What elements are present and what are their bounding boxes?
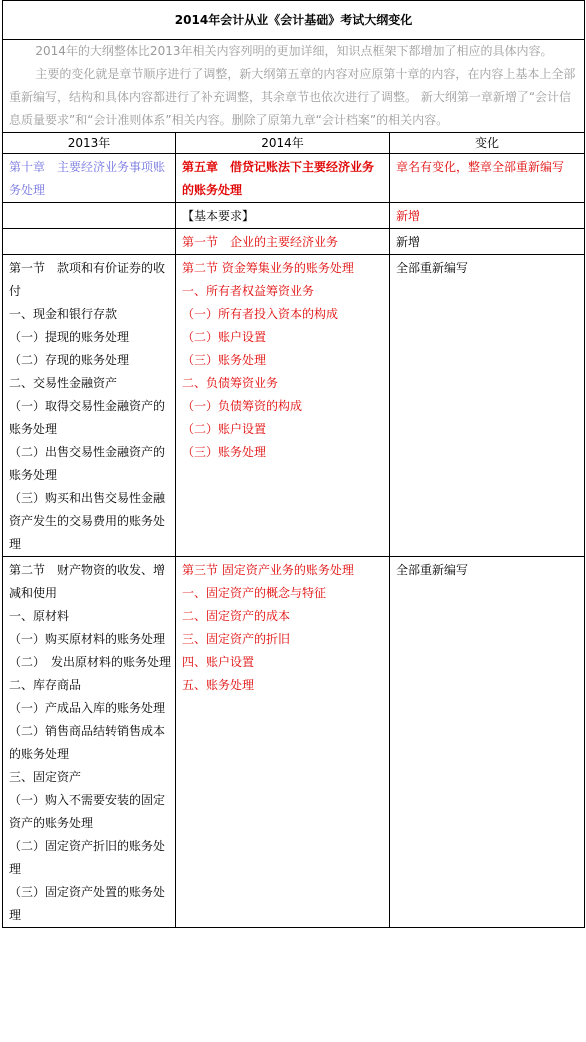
row-a-new-line: 第二节 资金筹集业务的账务处理	[182, 261, 354, 275]
row-a-new-line: （三）账务处理	[182, 445, 267, 459]
row-a-old	[3, 255, 176, 557]
row-b-old-line: （一）产成品入库的账务处理	[9, 701, 166, 715]
row-b-change: 全部重新编写	[390, 557, 585, 928]
section1-new: 第一节 企业的主要经济业务	[176, 229, 390, 255]
row-b-new-line: 三、固定资产的折旧	[182, 632, 291, 646]
row-b-new-line: 五、账务处理	[182, 678, 255, 692]
row-a-new-line: （一）所有者投入资本的构成	[182, 307, 339, 321]
intro-paragraph-2: 主要的变化就是章节顺序进行了调整，新大纲第五章的内容对应原第十章的内容，在内容上基本上全部重新编写，结构和具体内容都进行了补充调整，其余章节也依次进行了调整。 新大纲第一章新增了“会计信息质量要求”和“会计准则体系”相关内容。删除了原第九章“会计档案”的相关内容。	[9, 67, 576, 127]
syllabus-table	[2, 0, 585, 928]
section1-old	[3, 229, 176, 255]
row-a-old-line: 一、现金和银行存款	[9, 307, 118, 321]
row-b-new-line: 第三节 固定资产业务的账务处理	[182, 563, 354, 577]
row-a-new	[176, 255, 390, 557]
row-b-old-line: 三、固定资产	[9, 770, 82, 784]
header-change: 变化	[390, 133, 585, 154]
row-b-old-line: （一）购入不需要安装的固定资产的账务处理	[9, 793, 166, 830]
row-b-new-line: 四、账户设置	[182, 655, 255, 669]
row-a-old-line: （一）取得交易性金融资产的账务处理	[9, 399, 166, 436]
row-b-new-line: 二、固定资产的成本	[182, 609, 291, 623]
row-b-old-line: （一）购买原材料的账务处理	[9, 632, 166, 646]
row-b-old-line: 第二节 财产物资的收发、增减和使用	[9, 563, 166, 600]
basic-old	[3, 203, 176, 229]
intro-text	[3, 40, 585, 133]
basic-change: 新增	[390, 203, 585, 229]
row-b-new-line: 一、固定资产的概念与特征	[182, 586, 327, 600]
header-2013: 2013年	[3, 133, 176, 154]
row-b-old	[3, 557, 176, 928]
row-a-new-line: 二、负债筹资业务	[182, 376, 279, 390]
row-b-old-line: （二）销售商品结转销售成本的账务处理	[9, 724, 166, 761]
row-a-old-line: （一）提现的账务处理	[9, 330, 130, 344]
row-a-old-line: （二）出售交易性金融资产的账务处理	[9, 445, 166, 482]
basic-new: 【基本要求】	[176, 203, 390, 229]
row-b-new	[176, 557, 390, 928]
row-b-old-line: （三）固定资产处置的账务处理	[9, 885, 166, 922]
section1-change: 新增	[390, 229, 585, 255]
row-a-change: 全部重新编写	[390, 255, 585, 557]
row-b-old-line: （二） 发出原材料的账务处理	[9, 655, 172, 669]
row-a-new-line: 一、所有者权益筹资业务	[182, 284, 315, 298]
header-2014: 2014年	[176, 133, 390, 154]
row-b-old-line: 二、库存商品	[9, 678, 82, 692]
row-a-new-line: （二）账户设置	[182, 330, 267, 344]
row-a-old-line: （三）购买和出售交易性金融资产发生的交易费用的账务处理	[9, 491, 166, 551]
chapter-new: 第五章 借贷记账法下主要经济业务的账务处理	[176, 154, 390, 203]
row-a-old-line: 二、交易性金融资产	[9, 376, 118, 390]
intro-paragraph-1: 2014年的大纲整体比2013年相关内容列明的更加详细，知识点框架下都增加了相应的具体内容。	[35, 44, 553, 58]
row-a-old-line: 第一节 款项和有价证券的收付	[9, 261, 166, 298]
row-b-old-line: 一、原材料	[9, 609, 70, 623]
row-a-new-line: （一）负债筹资的构成	[182, 399, 303, 413]
page-title: 2014年会计从业《会计基础》考试大纲变化	[3, 1, 585, 40]
row-a-new-line: （三）账务处理	[182, 353, 267, 367]
row-a-new-line: （二）账户设置	[182, 422, 267, 436]
chapter-old: 第十章 主要经济业务事项账务处理	[3, 154, 176, 203]
row-b-old-line: （二）固定资产折旧的账务处理	[9, 839, 166, 876]
chapter-change: 章名有变化，整章全部重新编写	[390, 154, 585, 203]
row-a-old-line: （二）存现的账务处理	[9, 353, 130, 367]
